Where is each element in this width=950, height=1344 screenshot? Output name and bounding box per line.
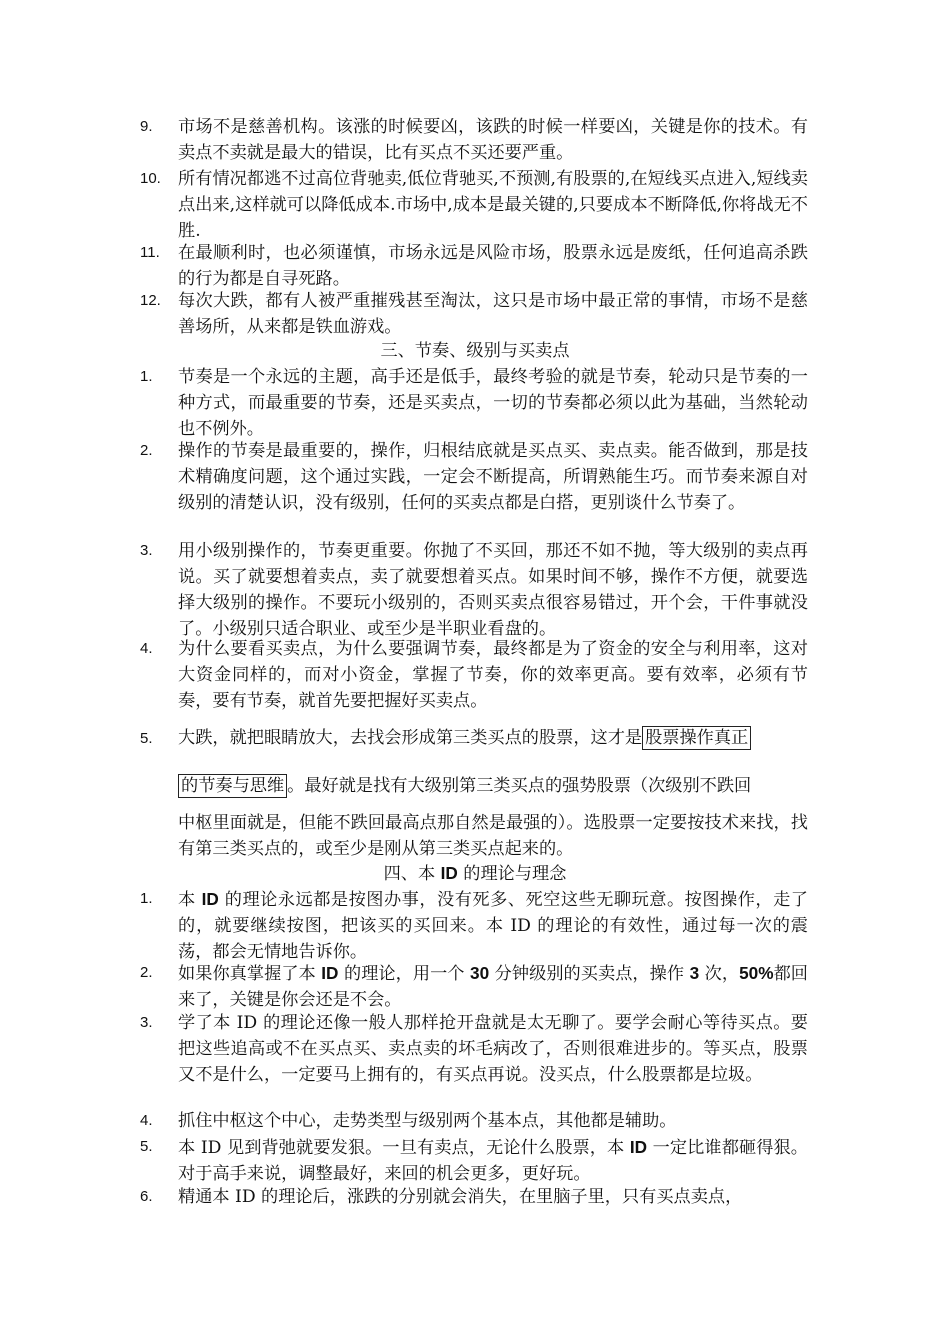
item-number: 2. bbox=[140, 964, 153, 981]
item-number: 3. bbox=[140, 542, 153, 559]
text-segment: 次， bbox=[699, 964, 740, 984]
bold-id: ID bbox=[629, 1137, 648, 1157]
item-text bbox=[178, 886, 808, 965]
item-text: 操作的节奏是最重要的，操作，归根结底就是买点买、卖点卖。能否做到，那是技术精确度问题，这个通过实践，一定会不断提高，所谓熟能生巧。而节奏来源自对级别的清楚认识，没有级别，任何的买卖点都是白搭，更别谈什么节奏了。 bbox=[178, 441, 808, 513]
item-text: 市场不是慈善机构。该涨的时候要凶，该跌的时候一样要凶，关键是你的技术。有卖点不卖就是最大的错误，比有买点不买还要严重。 bbox=[178, 117, 808, 163]
item-number: 1. bbox=[140, 368, 153, 385]
bold-id: ID bbox=[201, 889, 219, 909]
text-segment: 一定比谁都砸得狠。对于高手来说，调整最好，来回的机会更多，更好玩。 bbox=[178, 1138, 808, 1184]
text-segment: 本 ID 见到背弛就要发狠。一旦有卖点，无论什么股票，本 bbox=[178, 1138, 630, 1158]
item-text: 节奏是一个永远的主题，高手还是低手，最终考验的就是节奏，轮动只是节奏的一种方式，而最重要的节奏，还是买卖点，一切的节奏都必须以此为基础，当然轮动也不例外。 bbox=[178, 367, 808, 439]
item-text: 为什么要看买卖点，为什么要强调节奏，最终都是为了资金的安全与利用率，这对大资金同样的，而对小资金，掌握了节奏，你的效率更高。要有效率，必须有节奏，要有节奏，就首先要把握好买卖点。 bbox=[178, 639, 808, 711]
text-segment: 分钟级别的买卖点，操作 bbox=[489, 964, 690, 984]
item-number: 2. bbox=[140, 442, 153, 459]
bold-number: 3 bbox=[689, 963, 700, 983]
item-text: 学了本 ID 的理论还像一般人那样抢开盘就是太无聊了。要学会耐心等待买点。要把这些追高或不在买点买、卖点卖的坏毛病改了，否则很难进步的。等买点，股票又不是什么，一定要马上拥有的，有买点再说。没买点，什么股票都是垃圾。 bbox=[178, 1013, 808, 1085]
text-segment: 的理论，用一个 bbox=[338, 964, 471, 984]
boxed-text: 股票操作真正 bbox=[642, 726, 751, 750]
item-text-line bbox=[178, 774, 818, 798]
item-text: 每次大跌，都有人被严重摧残甚至淘汰，这只是市场中最正常的事情，市场不是慈善场所，从来都是铁血游戏。 bbox=[178, 291, 808, 337]
heading-id: ID bbox=[440, 863, 458, 883]
item-number: 5. bbox=[140, 1138, 153, 1155]
bold-percent: 50% bbox=[739, 963, 774, 983]
item-text: 中枢里面就是，但能不跌回最高点那自然是最强的）。选股票一定要按技术来找，找有第三类买点的，或至少是刚从第三类买点起来的。 bbox=[178, 813, 808, 859]
item-text: 所有情况都逃不过高位背驰卖,低位背驰买,不预测,有股票的,在短线买点进入,短线卖点出来,这样就可以降低成本.市场中,成本是最关键的,只要成本不断降低,你将战无不胜. bbox=[178, 169, 808, 241]
boxed-text: 的节奏与思维 bbox=[178, 774, 287, 798]
item-number: 6. bbox=[140, 1188, 153, 1205]
heading-text: 的理论与理念 bbox=[457, 864, 567, 884]
text-segment: 本 bbox=[178, 890, 202, 910]
item-text bbox=[178, 1134, 808, 1187]
heading-text: 四、本 bbox=[383, 864, 441, 884]
bold-number: 30 bbox=[470, 963, 490, 983]
item-number: 10. bbox=[140, 170, 161, 187]
item-text: 精通本 ID 的理论后，涨跌的分别就会消失，在里脑子里，只有买点卖点， bbox=[178, 1187, 743, 1207]
text-segment: 。最好就是找有大级别第三类买点的强势股票（次级别不跌回 bbox=[287, 776, 752, 796]
item-number: 4. bbox=[140, 640, 153, 657]
item-number: 4. bbox=[140, 1112, 153, 1129]
item-number: 12. bbox=[140, 292, 161, 309]
item-text: 用小级别操作的，节奏更重要。你抛了不买回，那还不如不抛，等大级别的卖点再说。买了就要想着卖点，卖了就要想着买点。如果时间不够，操作不方便，就要选择大级别的操作。不要玩小级别的，否则买卖点很容易错过，开个会，干件事就没了。小级别只适合职业、或至少是半职业看盘的。 bbox=[178, 541, 808, 639]
text-segment: 如果你真掌握了本 bbox=[178, 964, 322, 984]
item-text bbox=[178, 960, 808, 1013]
bold-id: ID bbox=[321, 963, 339, 983]
text-segment: 都回来了，关键是你会还是不会。 bbox=[178, 964, 808, 1010]
text-segment: 大跌，就把眼睛放大，去找会形成第三类买点的股票，这才是 bbox=[178, 728, 643, 748]
item-number: 3. bbox=[140, 1014, 153, 1031]
text-segment: 的理论永远都是按图办事，没有死多、死空这些无聊玩意。按图操作，走了的，就要继续按图，把该买的买回来。本 ID 的理论的有效性，通过每一次的震荡，都会无情地告诉你。 bbox=[178, 890, 808, 962]
item-number: 1. bbox=[140, 890, 153, 907]
item-text: 抓住中枢这个中心，走势类型与级别两个基本点，其他都是辅助。 bbox=[178, 1111, 677, 1131]
section-heading bbox=[0, 860, 950, 887]
item-number: 5. bbox=[140, 730, 153, 747]
item-text-line bbox=[178, 726, 808, 750]
section-heading: 三、节奏、级别与买卖点 bbox=[380, 341, 570, 361]
item-number: 11. bbox=[140, 244, 160, 261]
item-number: 9. bbox=[140, 118, 153, 135]
item-text: 在最顺利时，也必须谨慎，市场永远是风险市场，股票永远是废纸，任何追高杀跌的行为都是自寻死路。 bbox=[178, 243, 808, 289]
